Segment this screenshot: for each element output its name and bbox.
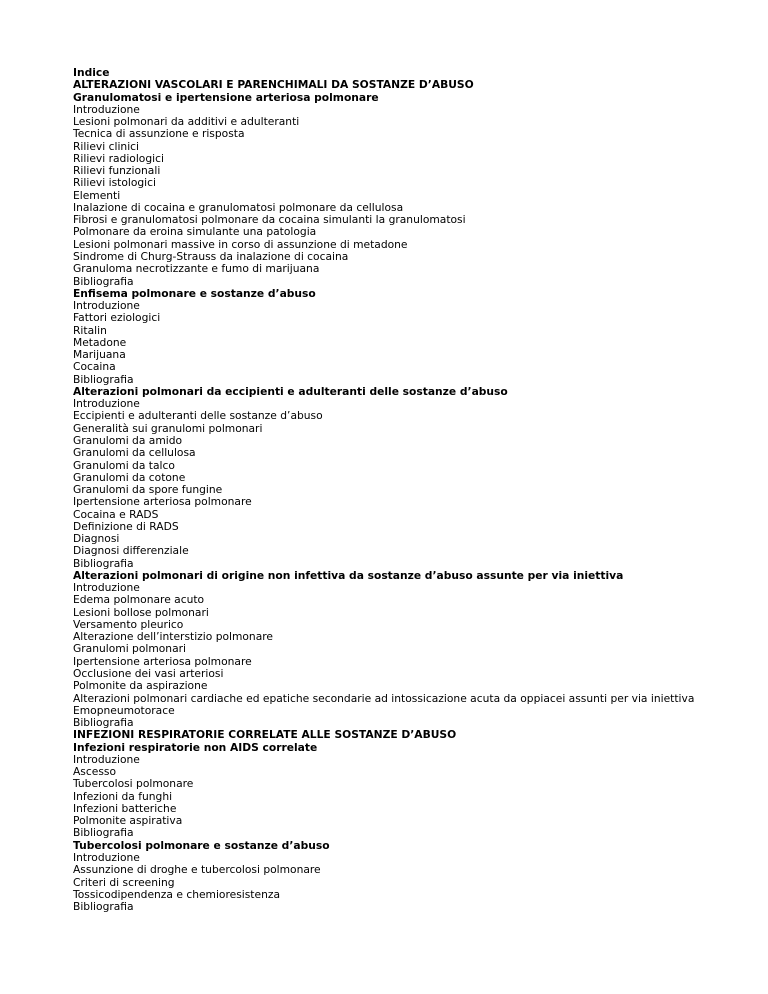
section-heading: Indice — [73, 66, 110, 79]
index-entry: Cocaina e RADS — [73, 507, 159, 521]
index-entry: Ipertensione arteriosa polmonare — [73, 654, 252, 668]
index-entry: Granulomi da spore fungine — [73, 483, 223, 497]
index-entry: Granulomi da amido — [73, 433, 183, 447]
index-entry: Polmonare da eroina simulante una patologia — [73, 225, 317, 239]
index-entry: Granulomi da cellulosa — [73, 446, 196, 460]
index-entry: Granuloma necrotizzante e fumo di marijuana — [73, 262, 320, 276]
index-entry: Bibliografia — [73, 274, 134, 288]
index-entry: Introduzione — [73, 397, 140, 411]
index-entry: Introduzione — [73, 752, 140, 766]
index-entry: Granulomi da talco — [73, 458, 175, 472]
index-entry: Rilievi funzionali — [73, 164, 161, 178]
index-entry: Infezioni batteriche — [73, 801, 177, 815]
section-heading: ALTERAZIONI VASCOLARI E PARENCHIMALI DA SOSTANZE D’ABUSO — [73, 78, 474, 92]
index-entry: Tecnica di assunzione e risposta — [73, 127, 245, 141]
index-entry: Introduzione — [73, 102, 140, 116]
index-entry: Polmonite da aspirazione — [73, 679, 208, 693]
index-entry: Diagnosi — [73, 532, 120, 546]
index-entry: Lesioni polmonari da additivi e adulteranti — [73, 115, 300, 129]
index-entry: Rilievi clinici — [73, 139, 140, 153]
index-entry: Eccipienti e adulteranti delle sostanze d’abuso — [73, 409, 323, 423]
index-entry: Lesioni bollose polmonari — [73, 605, 209, 619]
section-heading: Infezioni respiratorie non AIDS correlate — [73, 740, 318, 754]
index-entry: Marijuana — [73, 348, 126, 362]
index-entry: Tubercolosi polmonare — [73, 777, 194, 791]
index-entry: Occlusione dei vasi arteriosi — [73, 667, 224, 681]
index-entry: Generalità sui granulomi polmonari — [73, 421, 263, 435]
index-entry: Fattori eziologici — [73, 311, 161, 325]
index-entry: Tossicodipendenza e chemioresistenza — [73, 887, 281, 901]
index-entry: Inalazione di cocaina e granulomatosi polmonare da cellulosa — [73, 200, 404, 214]
index-entry: Metadone — [73, 335, 127, 349]
section-heading: Alterazioni polmonari da eccipienti e adulteranti delle sostanze d’abuso — [73, 384, 508, 398]
index-entry: Alterazioni polmonari cardiache ed epatiche secondarie ad intossicazione acuta da oppiacei assunti per via iniettiva — [73, 691, 695, 705]
document-page — [73, 67, 753, 913]
index-entry: Introduzione — [73, 851, 140, 864]
index-entry: Rilievi radiologici — [73, 151, 164, 165]
index-entry: Ritalin — [73, 323, 107, 337]
index-entry: Bibliografia — [73, 716, 134, 730]
section-heading: Granulomatosi e ipertensione arteriosa polmonare — [73, 90, 379, 104]
index-entry: Introduzione — [73, 581, 140, 595]
section-heading: Tubercolosi polmonare e sostanze d’abuso — [73, 838, 330, 852]
index-entry: Rilievi istologici — [73, 176, 156, 190]
index-entry: Bibliografia — [73, 372, 134, 386]
index-entry: Bibliografia — [73, 826, 134, 840]
index-entry: Sindrome di Churg-Strauss da inalazione di cocaina — [73, 249, 349, 263]
index-entry: Edema polmonare acuto — [73, 593, 205, 607]
section-heading: INFEZIONI RESPIRATORIE CORRELATE ALLE SOSTANZE D’ABUSO — [73, 728, 457, 742]
index-entry: Criteri di screening — [73, 875, 175, 889]
section-heading: Enfisema polmonare e sostanze d’abuso — [73, 286, 316, 300]
index-entry: Ascesso — [73, 765, 117, 779]
section-heading: Alterazioni polmonari di origine non infettiva da sostanze d’abuso assunte per via iniettiva — [73, 568, 624, 582]
index-entry: Elementi — [73, 188, 121, 202]
index-entry: Introduzione — [73, 299, 140, 313]
index-entry: Versamento pleurico — [73, 617, 184, 631]
index-entry: Lesioni polmonari massive in corso di assunzione di metadone — [73, 237, 408, 251]
index-entry: Fibrosi e granulomatosi polmonare da cocaina simulanti la granulomatosi — [73, 213, 466, 227]
index-entry: Granulomi da cotone — [73, 470, 186, 484]
index-entry: Polmonite aspirativa — [73, 814, 183, 828]
index-entry: Granulomi polmonari — [73, 642, 186, 656]
index-entry: Infezioni da funghi — [73, 789, 173, 803]
index-entry: Definizione di RADS — [73, 519, 179, 533]
index-entry: Bibliografia — [73, 900, 134, 914]
index-entry: Ipertensione arteriosa polmonare — [73, 495, 252, 509]
index-entry: Bibliografia — [73, 556, 134, 570]
index-entry: Assunzione di droghe e tubercolosi polmonare — [73, 863, 321, 877]
index-entry: Cocaina — [73, 360, 116, 374]
index-entry: Diagnosi differenziale — [73, 544, 189, 558]
index-entry: Alterazione dell’interstizio polmonare — [73, 630, 273, 644]
index-entry: Emopneumotorace — [73, 703, 175, 717]
